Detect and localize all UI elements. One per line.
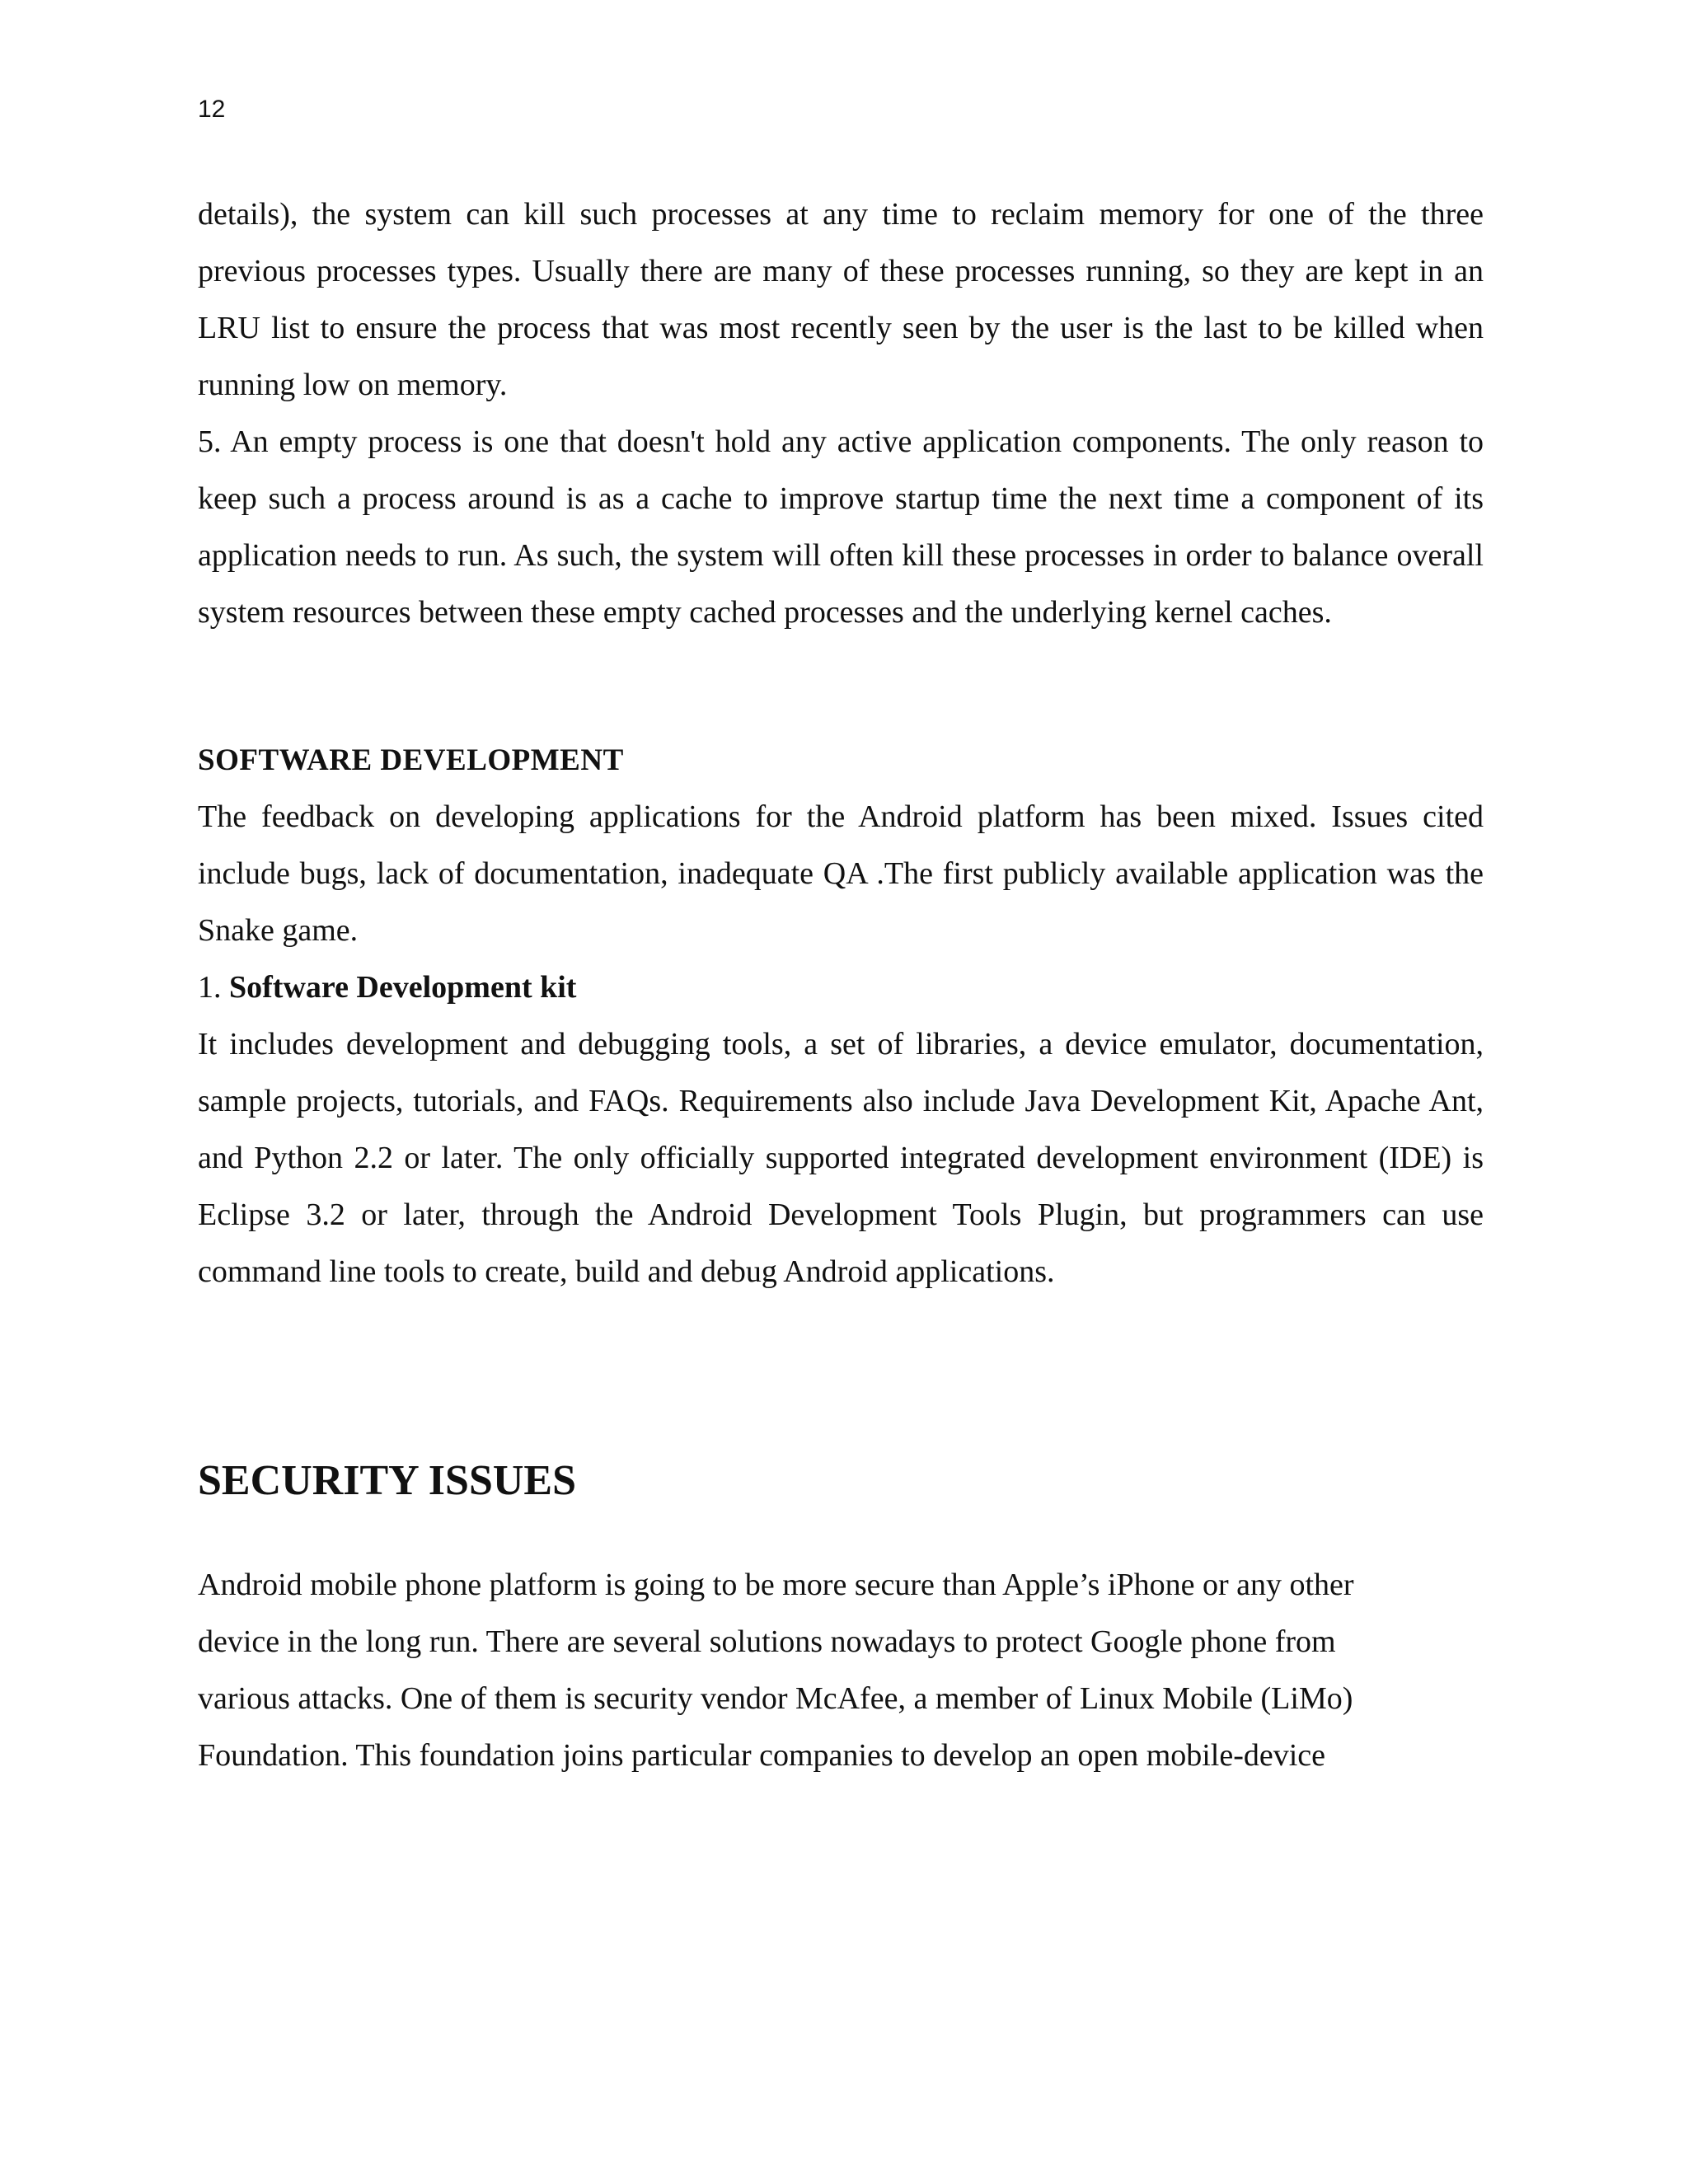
software-development-paragraph: The feedback on developing applications for the Android platform has been mixed. Issues cited include bugs, lack of documentation, inadequate QA .The first publicly available application was the Snake game. (198, 799, 1484, 948)
security-line: Android mobile phone platform is going to be more secure than Apple’s iPhone or any other (198, 1568, 1354, 1602)
security-line: Foundation. This foundation joins particular companies to develop an open mobile-device (198, 1738, 1326, 1773)
intro-paragraph-1: details), the system can kill such processes at any time to reclaim memory for one of the three previous processes types. Usually there are many of these processes running, so they are kept in an LRU list to ensure the process that was most recently seen by the user is the last to be killed when running low on memory. (198, 197, 1484, 402)
security-line: various attacks. One of them is security vendor McAfee, a member of Linux Mobile (LiMo) (198, 1681, 1353, 1716)
spacer (198, 641, 1484, 732)
spacer (198, 1509, 1484, 1557)
spacer (198, 1301, 1484, 1452)
page-content (198, 186, 1484, 1784)
sdk-subheading (198, 959, 1484, 1016)
security-issues-paragraph (198, 1557, 1418, 1784)
sdk-title: Software Development kit (229, 970, 577, 1005)
sdk-number: 1. (198, 970, 222, 1005)
sdk-paragraph: It includes development and debugging tools, a set of libraries, a device emulator, documentation, sample projects, tutorials, and FAQs. Requirements also include Java Development Kit, Apache Ant, and Python 2.2 or later. The only officially supported integrated development environment (IDE) is Eclipse 3.2 or later, through the Android Development Tools Plugin, but programmers can use command line tools to create, build and debug Android applications. (198, 1027, 1484, 1289)
page-number: 12 (198, 96, 226, 123)
security-line: device in the long run. There are several solutions nowadays to protect Google phone from (198, 1624, 1336, 1659)
software-development-heading: SOFTWARE DEVELOPMENT (198, 743, 624, 777)
intro-paragraph-2: 5. An empty process is one that doesn't hold any active application components. The only reason to keep such a process around is as a cache to improve startup time the next time a component of its application needs to run. As such, the system will often kill these processes in order to balance overall system resources between these empty cached processes and the underlying kernel caches. (198, 424, 1484, 630)
security-issues-heading: SECURITY ISSUES (198, 1457, 577, 1504)
